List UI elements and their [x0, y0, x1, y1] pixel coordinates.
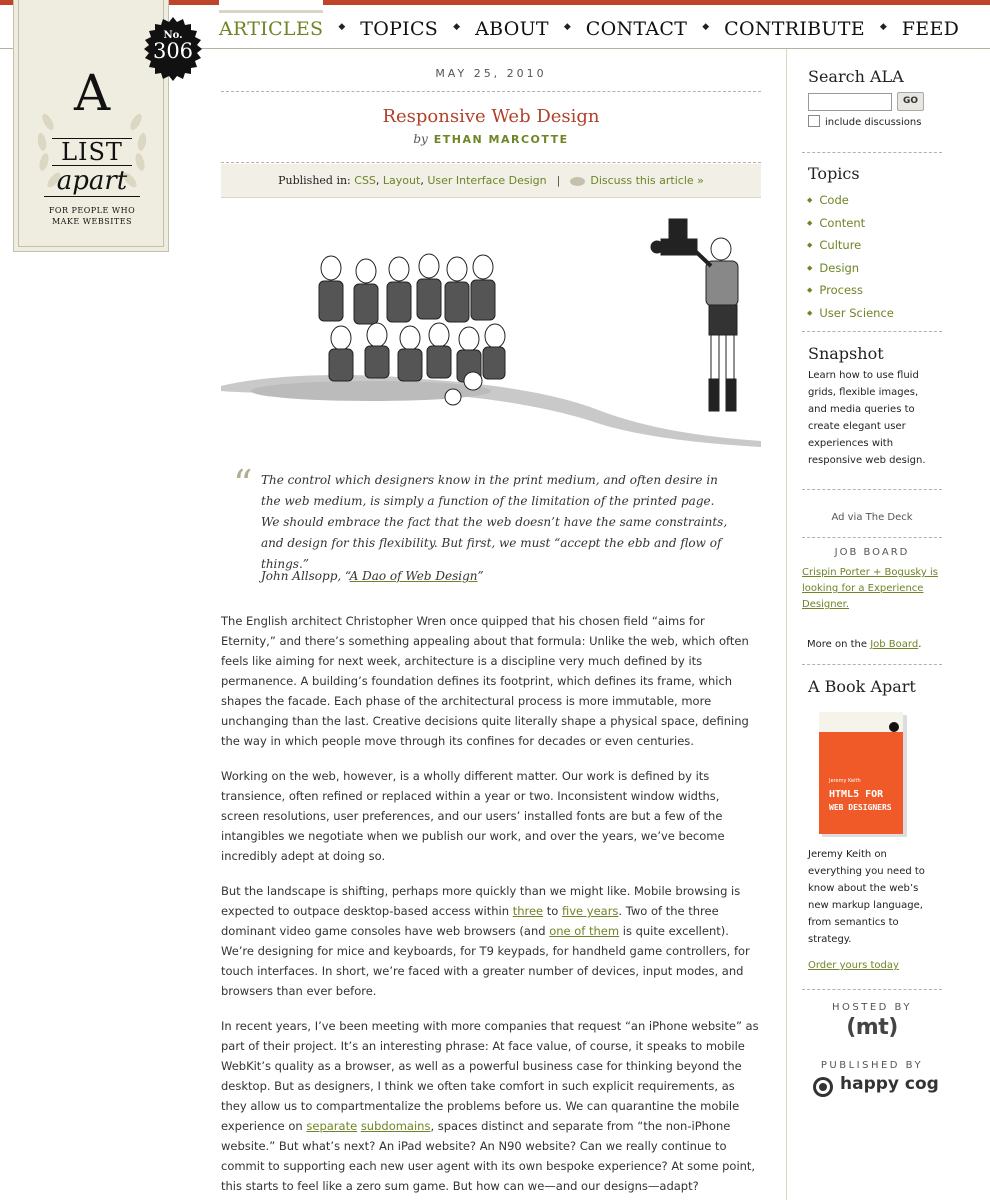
sidebar	[786, 49, 990, 1200]
divider	[802, 537, 942, 538]
job-board-title: JOB BOARD	[834, 547, 910, 558]
link-one-of-them[interactable]: one of them	[549, 924, 620, 938]
paragraph-3	[221, 881, 761, 1001]
cite-end: ”	[477, 569, 484, 583]
divider	[802, 331, 942, 332]
comment-bubble-icon	[570, 177, 585, 186]
topic-process[interactable]	[807, 279, 894, 302]
main-nav	[219, 5, 959, 49]
media-temple-logo[interactable]: (mt)	[846, 1015, 898, 1040]
p3-text: But the landscape is shifting, perhaps more quickly than we might like. Mobile browsing is expected to outpace desktop-based access within	[221, 884, 741, 918]
published-in-bar: Published in: CSS , Layout , User Interface Design | Discuss this article »	[221, 164, 761, 198]
nav-separator-icon: ◆	[702, 22, 710, 32]
quote-mark-icon: “	[233, 462, 253, 506]
divider	[802, 989, 942, 990]
topic-label: Process	[819, 283, 864, 298]
more-end: .	[918, 639, 922, 650]
quote-citation	[261, 569, 484, 583]
divider	[802, 152, 942, 153]
nav-feed[interactable]: FEED	[901, 18, 960, 40]
link-three[interactable]: three	[512, 904, 544, 918]
happy-cog-text: happy cog	[840, 1074, 939, 1094]
article-illustration	[221, 211, 761, 451]
snapshot-title: Snapshot	[808, 344, 884, 363]
topic-design[interactable]	[807, 257, 894, 280]
topic-code[interactable]	[807, 189, 894, 212]
order-book-link[interactable]: Order yours today	[808, 960, 899, 971]
paragraph-4	[221, 1016, 761, 1196]
p3-text: . Two of the three dominant video game consoles have web browsers (and	[221, 904, 719, 938]
include-discussions-label: include discussions	[825, 117, 922, 128]
p3-text: is quite excellent). We’re designing for mice and keyboards, for T9 keypads, for handheld game controllers, for touch interfaces. In short, we’re faced with a greater number of devices, input modes, and browsers than ever before.	[221, 924, 750, 998]
topic-label: Content	[819, 215, 866, 230]
topic-label: Code	[819, 193, 849, 208]
link-five-years[interactable]: five years	[561, 904, 619, 918]
diamond-bullet-icon: ◆	[807, 218, 813, 227]
divider	[221, 162, 761, 163]
logo-list: LIST	[52, 138, 132, 166]
nav-separator-icon: ◆	[453, 22, 461, 32]
hosted-by-label: HOSTED BY	[832, 1002, 912, 1013]
topics-list	[807, 189, 894, 324]
book-cover-title-line1: HTML5 FOR	[829, 789, 884, 800]
issue-badge[interactable]	[141, 17, 205, 81]
p4-text: In recent years, I’ve been meeting with more companies that request “an iPhone website” as part of their project. It’s an interesting phrase: At face value, of course, it speaks to mobile WebKit’s quality as a browser, as well as a powerful business case for thinking beyond the desktop. But as designers, I think we often take comfort in such explicit requirements, as they allow us to compartmentalize the problems before us. We can quarantine the mobile experience on	[221, 1019, 759, 1133]
byline-by: by	[413, 132, 428, 146]
logo-letter-a: A	[73, 64, 111, 122]
divider	[802, 664, 942, 665]
book-description: Jeremy Keith on everything you need to know about the web’s new markup language, from semantics to strategy.	[808, 849, 925, 945]
search-go-button[interactable]: GO	[897, 92, 924, 111]
diamond-bullet-icon: ◆	[807, 241, 813, 250]
topic-culture[interactable]	[807, 234, 894, 257]
nav-separator-icon: ◆	[563, 22, 571, 32]
nav-separator-icon: ◆	[338, 22, 346, 32]
ad-via-the-deck[interactable]: Ad via The Deck	[831, 512, 913, 523]
divider	[802, 489, 942, 490]
category-link-layout[interactable]: Layout	[382, 174, 421, 187]
search-title: Search ALA	[808, 67, 904, 86]
book-cover-title-line2: WEB DESIGNERS	[829, 803, 892, 812]
topic-label: Design	[819, 260, 860, 275]
topic-user-science[interactable]	[807, 302, 894, 325]
published-in-label: Published in:	[278, 174, 351, 187]
snapshot-text: Learn how to use fluid grids, flexible images, and media queries to create elegant user experiences with responsive web design.	[808, 370, 926, 466]
diamond-bullet-icon: ◆	[807, 308, 813, 317]
logo-tagline-line1: FOR PEOPLE WHO	[48, 206, 136, 215]
pull-quote: The control which designers know in the print medium, and often desire in the web medium, is simply a function of the limitation of the printed page. We should embrace the fact that the web doesn’t have the same constraints, and design for this flexibility. But first, we must “accept the ebb and flow of things.”	[261, 473, 728, 571]
paragraph-2: Working on the web, however, is a wholly different matter. Our work is defined by its transience, often refined or replaced within a year or two. Inconsistent window widths, screen resolutions, user preferences, and our users’ installed fonts are but a few of the intangibles we negotiate when we publish our work, and over the years, we’ve become incredibly adept at doing so.	[221, 769, 725, 863]
search-input[interactable]	[808, 93, 892, 111]
logo-tagline-line2: MAKE WEBSITES	[51, 217, 133, 226]
topics-title: Topics	[808, 164, 860, 183]
job-listing-link[interactable]: Crispin Porter + Bogusky is looking for a Experience Designer.	[802, 567, 938, 610]
happy-cog-gear-icon	[812, 1076, 834, 1098]
nav-separator-icon: ◆	[879, 22, 887, 32]
article-byline	[221, 132, 761, 146]
published-by-label: PUBLISHED BY	[820, 1060, 924, 1071]
job-board-more	[807, 639, 921, 650]
cite-link[interactable]: A Dao of Web Design	[349, 569, 478, 583]
paragraph-1: The English architect Christopher Wren once quipped that his chosen field “aims for Eternity,” and there’s something appealing about that formula: Unlike the web, which often feels like aiming for next week, architecture is a discipline very much defined by its permanence. A building’s foundation defines its footprint, which defines its frame, which shapes the facade. Each phase of the architectural process is more immutable, more unchanging than the last. Creative decisions quite literally shape a physical space, defining the way in which people move through its confines for decades or even centuries.	[221, 614, 749, 748]
job-board-link[interactable]: Job Board	[870, 639, 919, 650]
happy-cog-logo[interactable]	[812, 1074, 942, 1100]
diamond-bullet-icon: ◆	[807, 286, 813, 295]
topic-content[interactable]	[807, 212, 894, 235]
diamond-bullet-icon: ◆	[807, 196, 813, 205]
p4-text: , spaces distinct and separate from “the non-iPhone website.” But what’s next? An iPad website? An N90 website? Can we really continue to commit to supporting each new user agent with its own bespoke experience? At some point, this starts to feel like a zero sum game. But how can we—and our designs—adapt?	[221, 1119, 756, 1193]
p3-text: to	[543, 904, 562, 918]
link-separate[interactable]: separate	[306, 1119, 358, 1133]
cite-author: John Allsopp, “	[261, 569, 350, 583]
issue-number: 306	[152, 39, 194, 63]
article-date: MAY 25, 2010	[435, 67, 547, 80]
pipe-divider: |	[556, 174, 561, 187]
author-link[interactable]: ETHAN MARCOTTE	[433, 133, 569, 146]
topic-label: Culture	[819, 238, 862, 253]
article-title: Responsive Web Design	[382, 106, 600, 127]
divider	[221, 91, 761, 92]
link-subdomains[interactable]: subdomains	[360, 1119, 431, 1133]
category-link-css[interactable]: CSS	[354, 174, 376, 187]
book-cover[interactable]	[819, 712, 907, 837]
book-cover-author: Jeremy Keith	[829, 778, 861, 784]
diamond-bullet-icon: ◆	[807, 263, 813, 272]
discuss-link[interactable]: Discuss this article »	[590, 174, 704, 187]
issue-label: No.	[163, 30, 183, 41]
more-on-text: More on the	[807, 639, 871, 650]
category-link-ui-design[interactable]: User Interface Design	[427, 174, 547, 187]
nav-topics[interactable]: TOPICS	[360, 18, 439, 40]
book-apart-title: A Book Apart	[808, 677, 916, 696]
topic-label: User Science	[819, 305, 894, 320]
nav-contact[interactable]: CONTACT	[585, 18, 688, 40]
logo-apart: apart	[44, 166, 140, 197]
nav-about[interactable]: ABOUT	[475, 18, 549, 40]
nav-articles[interactable]: ARTICLES	[219, 5, 323, 49]
include-discussions-checkbox[interactable]	[808, 115, 820, 127]
nav-contribute[interactable]: CONTRIBUTE	[724, 18, 865, 40]
logo-tagline	[14, 205, 170, 227]
